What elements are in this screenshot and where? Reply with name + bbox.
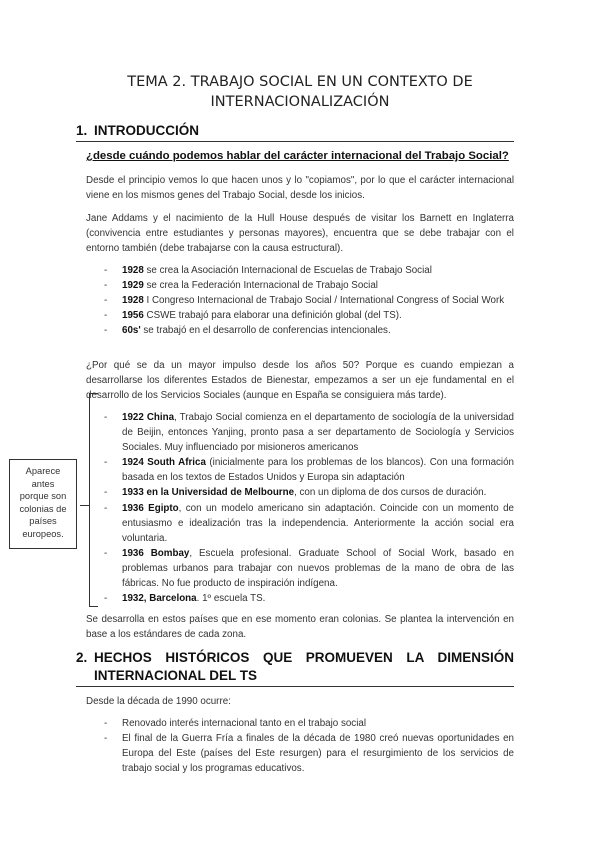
- country-item: - 1922 China, Trabajo Social comienza en el departamento de sociología de la universidad de Beijin, entonces Yanjing, pronto pasa a ser departamento de Sociología y Servicios Sociales. Muy influenciado por misioneros americanos: [104, 412, 514, 454]
- country-item: - 1924 South Africa (inicialmente para los problemas de los blancos). Con una formación basada en los textos de Estados Unidos y Europa sin adaptación: [104, 457, 514, 484]
- section-1-heading: [76, 122, 514, 140]
- section-1-rule: [76, 141, 514, 142]
- section-2-title-line-1: HECHOS HISTÓRICOS QUE PROMUEVEN LA DIMENSIÓN: [94, 650, 514, 665]
- timeline-item: - 1928 se crea la Asociación Internacional de Escuelas de Trabajo Social: [104, 265, 432, 276]
- timeline-item: - 1929 se crea la Federación Internacional de Trabajo Social: [104, 280, 378, 292]
- intro-paragraph-1: Desde el principio vemos lo que hacen unos y lo "copiamos", por lo que el carácter internacional viene en los mismos genes del Trabajo Social, desde los inicios.: [86, 175, 514, 202]
- section-2-heading: [76, 649, 514, 667]
- country-item: - 1932, Barcelona. 1º escuela TS.: [104, 593, 266, 605]
- list-item: - El final de la Guerra Fría a finales de la década de 1980 creó nuevas oportunidades en Europa del Este (países del Este resurgen) para el resurgimiento de los servicios de trabajo social y los programas educativos.: [104, 733, 514, 775]
- timeline-list: [86, 263, 514, 338]
- section-2-number: 2.: [76, 650, 88, 665]
- country-item: - 1936 Egipto, con un modelo americano sin adaptación. Coincide con un momento de entusiasmo e idealización tras la independencia. Anteriormente la acción social era voluntaria.: [104, 502, 514, 544]
- section-1-question: ¿desde cuándo podemos hablar del carácter internacional del Trabajo Social?: [86, 150, 509, 162]
- note-line: porque son: [19, 491, 67, 501]
- note-line: colonias de: [19, 503, 67, 514]
- colonies-paragraph: Se desarrolla en estos países que en ese momento eran colonias. Se plantea la intervención en base a los estándares de cada zona.: [86, 614, 514, 641]
- country-item: - 1933 en la Universidad de Melbourne, con un diploma de dos cursos de duración.: [104, 487, 487, 499]
- note-line: antes: [31, 478, 55, 489]
- timeline-item: - 1928 I Congreso Internacional de Trabajo Social / International Congress of Social Work: [104, 295, 505, 307]
- timeline-item: - 1956 CSWE trabajó para elaborar una definición global (del TS).: [104, 310, 402, 322]
- title-line-2: INTERNACIONALIZACIÓN: [210, 94, 390, 110]
- note-line: europeos.: [22, 528, 64, 539]
- section-2-rule: [76, 686, 514, 687]
- list-item: - Renovado interés internacional tanto en el trabajo social: [104, 718, 366, 729]
- country-item: - 1936 Bombay, Escuela profesional. Graduate School of Social Work, basado en problemas urbanos para trabajar con nuevos problemas de la mano de obra de las fábricas. No fue producto de inspiración indígena.: [104, 547, 514, 590]
- document-title: [60, 72, 540, 112]
- timeline-item: - 60s' se trabajó en el desarrollo de conferencias intencionales.: [104, 325, 391, 337]
- title-line-1: TEMA 2. TRABAJO SOCIAL EN UN CONTEXTO DE: [127, 74, 473, 90]
- colonies-note-box: [9, 459, 77, 549]
- section-1-title: INTRODUCCIÓN: [94, 123, 199, 138]
- section-2-intro: Desde la década de 1990 ocurre:: [86, 696, 231, 707]
- section-2-heading-cont: [76, 667, 514, 685]
- intro-paragraph-2: Jane Addams y el nacimiento de la Hull House después de visitar los Barnett en Inglaterra (convivencia entre estudiantes y personas mayores), encuentra que se debe trabajar con el entorno también (debe trabajarse con la causa estructural).: [86, 213, 514, 255]
- note-line: Aparece: [25, 466, 61, 476]
- countries-list: [86, 410, 514, 606]
- section-2-list: [86, 716, 514, 776]
- welfare-paragraph: ¿Por qué se da un mayor impulso desde los años 50? Porque es cuando empiezan a desarrollarse los diferentes Estados de Bienestar, empezamos a ser un eje fundamental en el desarrollo de los Servicios Sociales (aunque en España se consiguiera más tarde).: [86, 360, 514, 402]
- section-1-number: 1.: [76, 123, 88, 138]
- note-line: países: [29, 516, 57, 526]
- section-2-title-line-2: INTERNACIONAL DEL TS: [94, 668, 258, 683]
